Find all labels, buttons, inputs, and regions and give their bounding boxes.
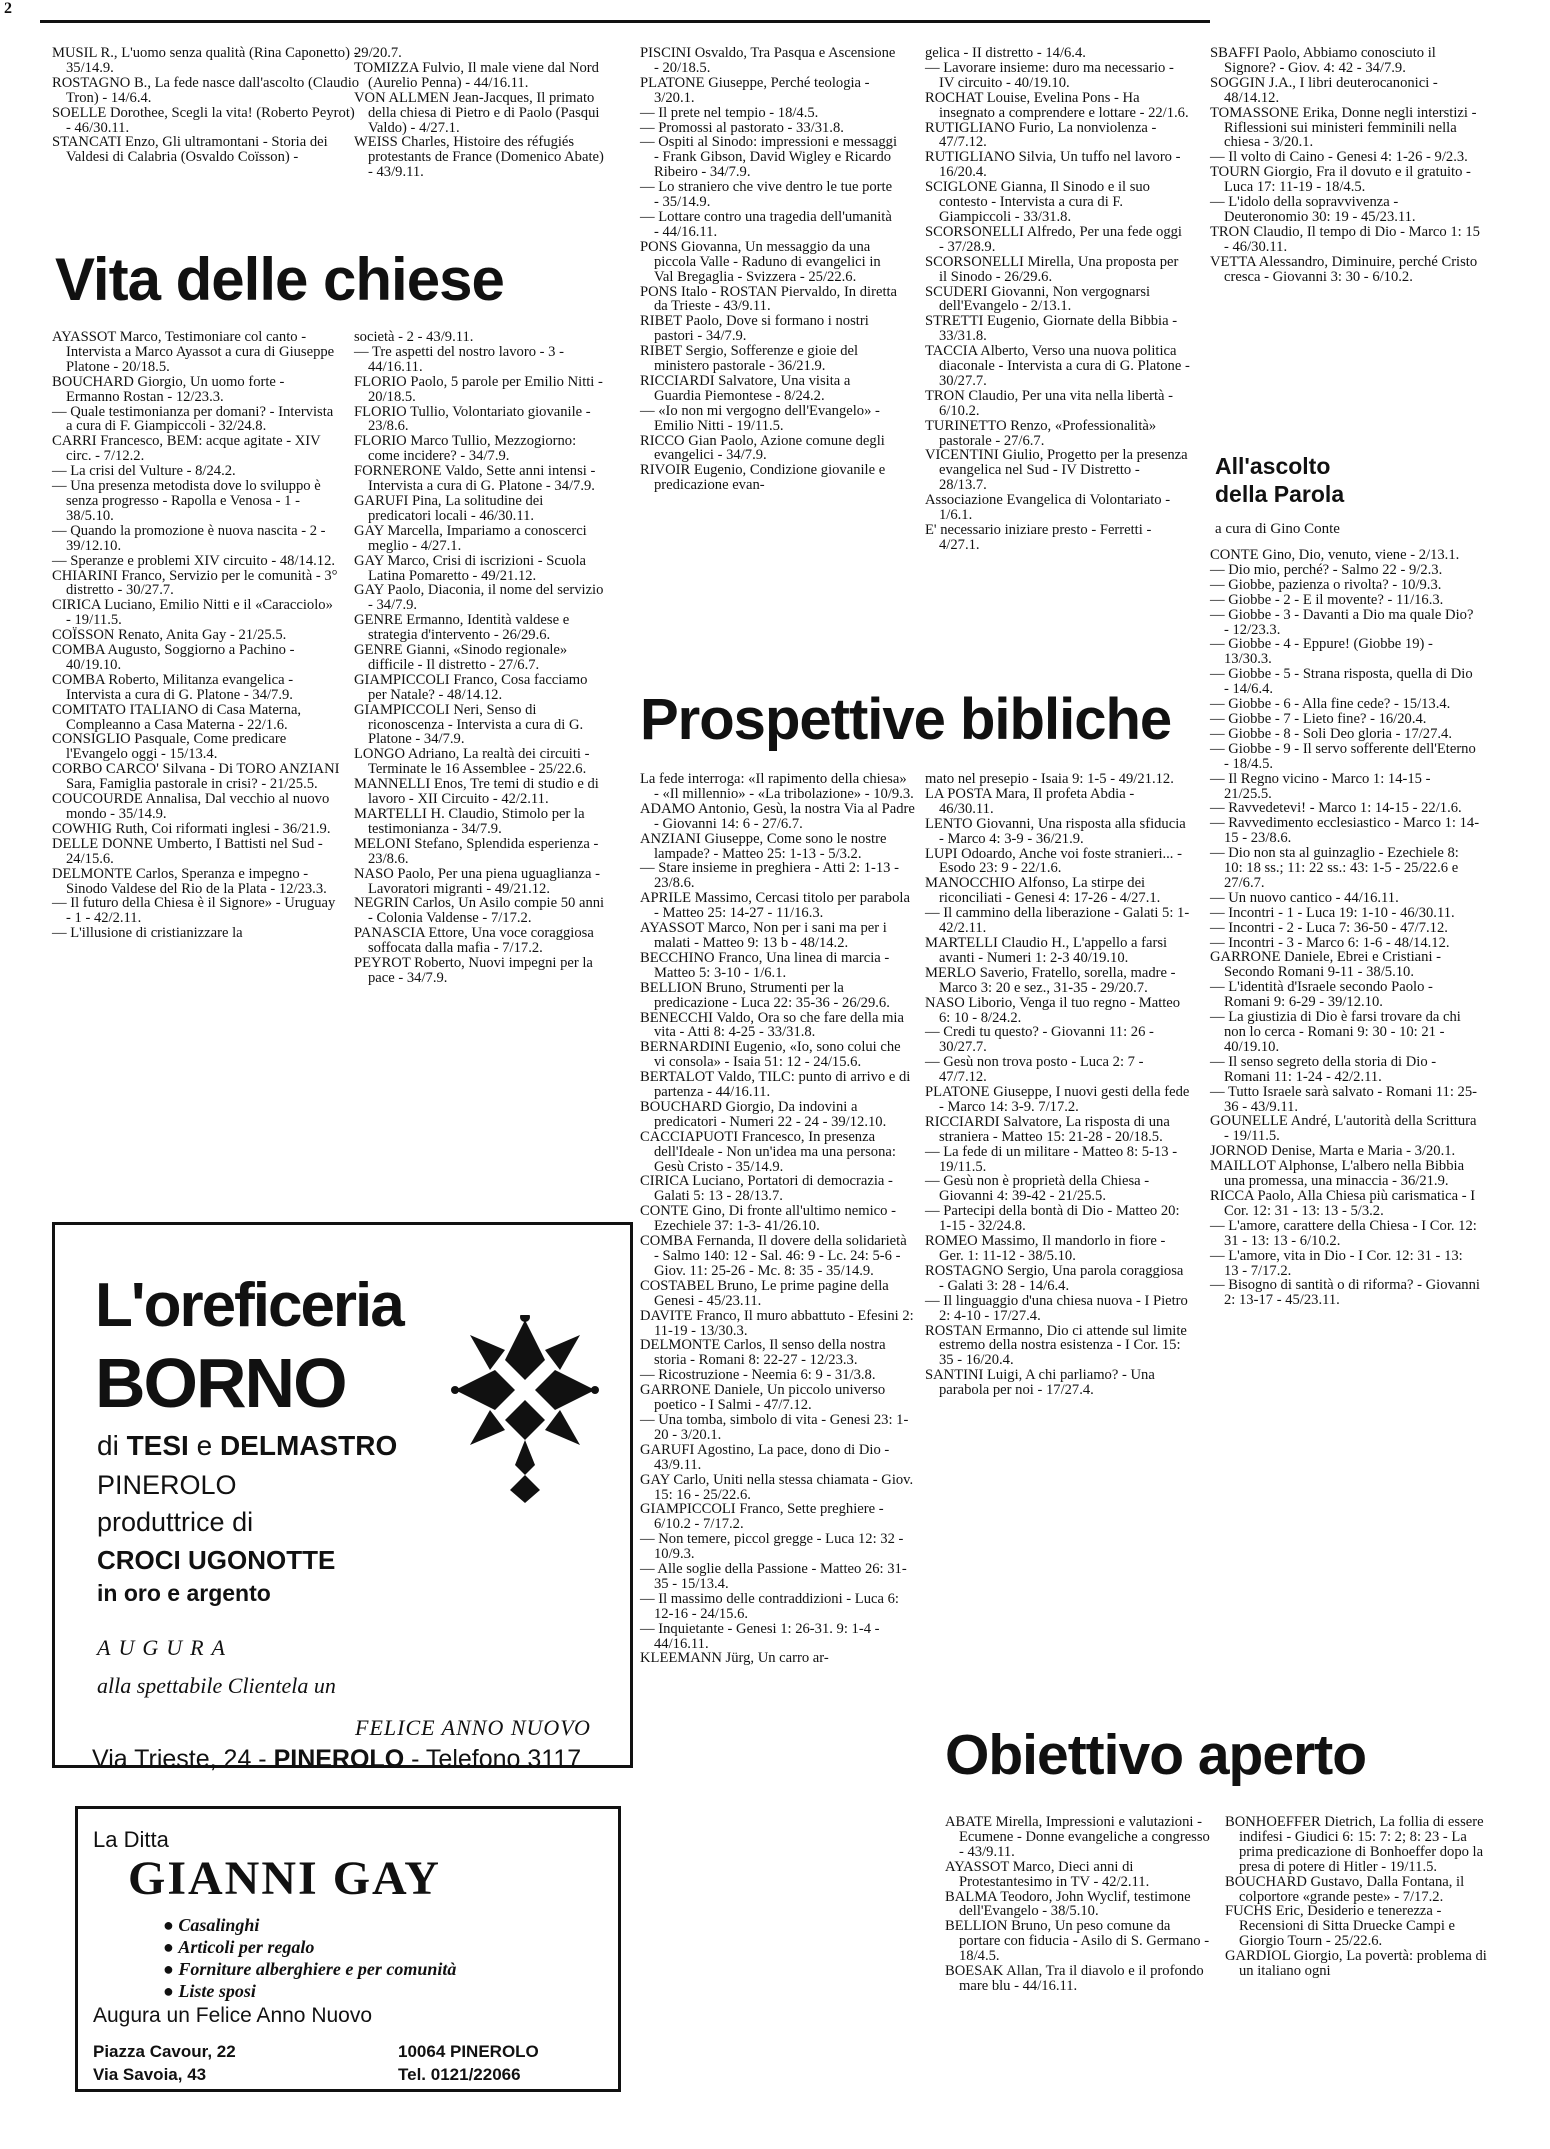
index-entry: WEISS Charles, Histoire des réfugiés protestants de France (Domenico Abate) - 43/9.11. [354,134,604,181]
index-entry: — Giobbe - 7 - Lieto fine? - 16/20.4. [1210,710,1427,727]
index-entry: — Lo straniero che vive dentro le tue porte - 35/14.9. [640,179,893,211]
index-entry: COMBA Augusto, Soggiorno a Pachino - 40/19.10. [52,642,295,673]
index-entry: — L'illusione di cristianizzare la [52,925,243,942]
index-entry: — Tre aspetti del nostro lavoro - 3 - 44/16.11. [354,343,564,375]
index-entry: ROSTAN Ermanno, Dio ci attende sul limite estremo della nostra esistenza - I Cor. 15: 35 - 16/20.4. [925,1322,1187,1369]
index-entry: SOELLE Dorothee, Scegli la vita! (Roberto Peyrot) - 46/30.11. [52,104,355,136]
index-entry: RUTIGLIANO Silvia, Un tuffo nel lavoro - 16/20.4. [925,149,1181,181]
index-entry: COUCOURDE Annalisa, Dal vecchio al nuovo mondo - 35/14.9. [52,791,330,822]
ad-list-item [163,1914,456,1936]
index-entry: CIRICA Luciano, Portatori di democrazia - Galati 5: 13 - 28/13.7. [640,1173,893,1205]
index-entry: TURINETTO Renzo, «Professionalità» pastorale - 27/6.7. [925,417,1157,449]
index-entry: CARRI Francesco, BEM: acque agitate - XIV circ. - 7/12.2. [52,433,321,465]
index-entry: SANTINI Luigi, A chi parliamo? - Una parabola per noi - 17/27.4. [925,1367,1155,1399]
ad-gay-city: 10064 PINEROLO [398,2042,539,2061]
index-entry: TOMASSONE Erika, Donne negli interstizi - Riflessioni sui ministeri femminili nella chiesa - 3/20.1. [1210,104,1477,151]
index-entry: MUSIL R., L'uomo senza qualità (Rina Caponetto) - 35/14.9. [52,45,359,76]
index-entry: GAY Marcella, Impariamo a conoscerci meglio - 4/27.1. [354,522,587,554]
index-entry: TOURN Giorgio, Fra il dovuto e il gratuito - Luca 17: 11-19 - 18/4.5. [1210,164,1471,196]
index-entry: gelica - II distretto - 14/6.4. [925,45,1086,61]
index-entry: MANNELLI Enos, Tre temi di studio e di lavoro - XII Circuito - 42/2.11. [354,776,599,808]
ad-list-item [163,1958,456,1980]
huguenot-cross-icon [450,1315,600,1505]
index-entry: BOUCHARD Giorgio, Da indovini a predicatori - Numeri 22 - 24 - 39/12.10. [640,1098,887,1130]
index-entry: AYASSOT Marco, Non per i sani ma per i malati - Matteo 9: 13 b - 48/14.2. [640,920,887,951]
col-b-top [354,46,609,180]
index-entry: GARUFI Pina, La solitudine dei predicatori locali - 46/30.11. [354,492,544,524]
ad-borno-di: di [97,1430,119,1461]
index-entry: MARTELLI H. Claudio, Stimolo per la testimonianza - 34/7.9. [354,806,585,837]
index-entry: DELLE DONNE Umberto, I Battisti nel Sud - 24/15.6. [52,835,323,867]
index-entry: — Il volto di Caino - Genesi 4: 1-26 - 9/2.3. [1210,149,1468,166]
index-entry: BONHOEFFER Dietrich, La follia di essere indifesi - Giudici 6: 15: 7: 2; 8: 23 - La prima predicazione di Bonhoeffer dopo la presa di potere di Hitler - 19/11.5. [1225,1814,1484,1875]
ad-borno-address [92,1745,581,1774]
index-entry: PONS Giovanna, Un messaggio da una piccola Valle - Raduno di evangelici in Val Bregaglia - Svizzera - 25/22.6. [640,238,881,285]
index-entry: ANZIANI Giuseppe, Come sono le nostre lampade? - Matteo 25: 1-13 - 5/3.2. [640,830,887,862]
index-entry: SCUDERI Giovanni, Non vergognarsi dell'Evangelo - 2/13.1. [925,283,1151,315]
index-entry: GARUFI Agostino, La pace, dono di Dio - 43/9.11. [640,1441,890,1473]
ad-borno-tesi: TESI [126,1430,189,1461]
index-entry: — Gesù non trova posto - Luca 2: 7 - 47/7.12. [925,1054,1144,1086]
ad-gay-addr2: Via Savoia, 43 [93,2065,207,2084]
index-entry: SBAFFI Paolo, Abbiamo conosciuto il Signore? - Giov. 4: 42 - 34/7.9. [1210,45,1436,76]
ad-borno-oro: in oro e argento [97,1580,271,1606]
index-entry: ABATE Mirella, Impressioni e valutazioni - Ecumene - Donne evangeliche a congresso - 43/9.11. [945,1814,1210,1860]
index-entry: LA POSTA Mara, Il profeta Abdia - 46/30.11. [925,785,1135,817]
index-entry: BELLION Bruno, Strumenti per la predicazione - Luca 22: 35-36 - 26/29.6. [640,979,890,1011]
index-entry: APRILE Massimo, Cercasi titolo per parabola - Matteo 25: 14-27 - 11/16.3. [640,890,910,922]
ad-list-item-label: Forniture alberghiere e per comunità [178,1959,457,1979]
col-a-top [52,46,362,165]
index-entry: — Stare insieme in preghiera - Atti 2: 1-13 - 23/8.6. [640,860,899,892]
ad-gianni-gay [75,1806,621,2092]
index-entry: — Ravvedetevi! - Marco 1: 14-15 - 22/1.6. [1210,800,1462,817]
index-entry: — Non temere, piccol gregge - Luca 12: 32 - 10/9.3. [640,1531,904,1563]
index-entry: COWHIG Ruth, Coi riformati inglesi - 36/21.9. [52,820,331,837]
ad-borno-addr-city: PINEROLO [273,1745,405,1773]
ad-list-item-label: Casalinghi [178,1915,260,1935]
heading-all-ascolto-line1: All'ascolto [1215,453,1331,479]
index-entry: — Giobbe - 9 - Il servo sofferente dell'Eterno - 18/4.5. [1210,740,1476,772]
ad-borno-phone: - Telefono 3117 [411,1745,582,1773]
index-entry: SCORSONELLI Alfredo, Per una fede oggi - 37/28.9. [925,223,1182,255]
index-entry: — L'identità d'Israele secondo Paolo - Romani 9: 6-29 - 39/12.10. [1210,979,1433,1011]
index-entry: FORNERONE Valdo, Sette anni intensi - Intervista a cura di G. Platone - 34/7.9. [354,463,596,495]
index-entry: GARRONE Daniele, Ebrei e Cristiani - Secondo Romani 9-11 - 38/5.10. [1210,949,1442,981]
index-entry: KLEEMANN Jürg, Un carro ar- [640,1650,829,1667]
index-entry: MARTELLI Claudio H., L'appello a farsi avanti - Numeri 1: 2-3 40/19.10. [925,934,1168,966]
col-e-obiettivo [1225,1815,1495,1979]
index-entry: CHIARINI Franco, Servizio per le comunità - 3° distretto - 30/27.7. [52,567,338,599]
index-entry: JORNOD Denise, Marta e Maria - 3/20.1. [1210,1143,1456,1160]
index-entry: LUPI Odoardo, Anche voi foste stranieri... - Esodo 23: 9 - 22/1.6. [925,845,1182,877]
ad-oreficeria-borno [52,1222,633,1768]
page-number: 2 [4,0,12,17]
ad-list-item-label: Articoli per regalo [178,1937,315,1957]
index-entry: COMBA Fernanda, Il dovere della solidarietà - Salmo 140: 12 - Sal. 46: 9 - Lc. 24: 5-6 - Giov. 11: 25-26 - Mc. 8: 35 - 35/14.9. [640,1233,907,1279]
ad-gay-tel: Tel. 0121/22066 [398,2065,521,2084]
index-entry: — Tutto Israele sarà salvato - Romani 11: 25-36 - 43/9.11. [1210,1083,1477,1115]
index-entry: — Alle soglie della Passione - Matteo 26: 31-35 - 15/13.4. [640,1561,907,1592]
index-entry: VICENTINI Giulio, Progetto per la presenza evangelica nel Sud - IV Distretto - 28/13.7. [925,447,1188,494]
index-entry: — Giobbe - 4 - Eppure! (Giobbe 19) - 13/30.3. [1210,636,1433,668]
index-entry: — Speranze e problemi XIV circuito - 48/14.12. [52,552,336,569]
heading-obiettivo-aperto: Obiettivo aperto [945,1723,1367,1787]
index-entry: AYASSOT Marco, Testimoniare col canto - Intervista a Marco Ayassot a cura di Giuseppe Platone - 20/18.5. [52,329,335,375]
index-entry: — Dio non sta al guinzaglio - Ezechiele 8: 10: 18 ss.; 11: 22 ss.: 43: 1-5 - 25/22.6 e 27/6.7. [1210,845,1459,891]
index-entry: mato nel presepio - Isaia 9: 1-5 - 49/21.12. [925,771,1174,787]
index-entry: RUTIGLIANO Furio, La nonviolenza - 47/7.12. [925,119,1157,151]
index-entry: BERNARDINI Eugenio, «Io, sono colui che vi consola» - Isaia 51: 12 - 24/15.6. [640,1039,901,1071]
index-entry: BALMA Teodoro, John Wyclif, testimone dell'Evangelo - 38/5.10. [945,1888,1191,1920]
col-d-obiettivo [945,1815,1215,1994]
index-entry: MELONI Stefano, Splendida esperienza - 23/8.6. [354,835,599,867]
index-entry: CACCIAPUOTI Francesco, In presenza dell'Ideale - Non un'idea ma una persona: Gesù Cristo - 35/14.9. [640,1128,896,1175]
index-entry: — Il prete nel tempio - 18/4.5. [640,104,819,121]
col-c-prospettive [640,772,915,1666]
ad-borno-prod: produttrice di [97,1507,254,1537]
index-entry: TRON Claudio, Per una vita nella libertà - 6/10.2. [925,387,1174,419]
index-entry: — Promossi al pastorato - 33/31.8. [640,119,844,136]
top-rule [40,20,1210,23]
index-entry: CONTE Gino, Dio, venuto, viene - 2/13.1. [1210,547,1460,563]
ad-gay-name: GIANNI GAY [128,1852,441,1905]
index-entry: — L'amore, carattere della Chiesa - I Cor. 12: 31 - 13: 13 - 6/10.2. [1210,1217,1477,1249]
index-entry: — «Io non mi vergogno dell'Evangelo» - Emilio Nitti - 19/11.5. [640,402,880,434]
index-entry: GOUNELLE André, L'autorità della Scrittura - 19/11.5. [1210,1113,1477,1145]
index-entry: — Ospiti al Sinodo: impressioni e messaggi - Frank Gibson, David Wigley e Ricardo Ribeiro - 34/7.9. [640,134,898,181]
index-entry: FLORIO Paolo, 5 parole per Emilio Nitti - 20/18.5. [354,373,603,405]
col-e-top [1210,46,1480,285]
index-entry: Associazione Evangelica di Volontariato - 1/6.1. [925,492,1171,524]
index-entry: PISCINI Osvaldo, Tra Pasqua e Ascensione - 20/18.5. [640,45,896,76]
index-entry: — Giobbe, pazienza o rivolta? - 10/9.3. [1210,576,1442,593]
index-entry: COSTABEL Bruno, Le prime pagine della Genesi - 45/23.11. [640,1277,889,1309]
index-entry: PEYROT Roberto, Nuovi impegni per la pace - 34/7.9. [354,955,593,986]
index-entry: AYASSOT Marco, Dieci anni di Protestantesimo in TV - 42/2.11. [945,1858,1150,1890]
bullet-icon: ● [163,1937,179,1957]
index-entry: società - 2 - 43/9.11. [354,329,474,345]
index-entry: STANCATI Enzo, Gli ultramontani - Storia dei Valdesi di Calabria (Osvaldo Coïsson) - [52,134,328,166]
index-entry: PONS Italo - ROSTAN Piervaldo, In diretta da Trieste - 43/9.11. [640,283,898,315]
index-entry: RIBET Paolo, Dove si formano i nostri pastori - 34/7.9. [640,313,869,345]
index-entry: PANASCIA Ettore, Una voce coraggiosa soffocata dalla mafia - 7/17.2. [354,925,594,957]
index-entry: COÏSSON Renato, Anita Gay - 21/25.5. [52,627,287,644]
index-entry: 29/20.7. [354,45,402,61]
index-entry: — Il massimo delle contraddizioni - Luca 6: 12-16 - 24/15.6. [640,1590,899,1622]
index-entry: — Lottare contro una tragedia dell'umanità - 44/16.11. [640,208,892,240]
index-entry: La fede interroga: «Il rapimento della chiesa» - «Il millennio» - «La tribolazione» - 10/9.3. [640,771,914,802]
col-c-top [640,46,900,493]
index-entry: — Un nuovo cantico - 44/16.11. [1210,889,1399,906]
index-entry: GIAMPICCOLI Franco, Sette preghiere - 6/10.2 - 7/17.2. [640,1501,884,1533]
index-entry: — Una tomba, simbolo di vita - Genesi 23: 1-20 - 3/20.1. [640,1411,909,1443]
col-a-vita [52,330,340,941]
ad-list-item [163,1936,456,1958]
index-entry: TACCIA Alberto, Verso una nuova politica diaconale - Intervista a cura di G. Platone - 30/27.7. [925,343,1190,389]
index-entry: — Il futuro della Chiesa è il Signore» - Uruguay - 1 - 42/2.11. [52,895,336,927]
index-entry: BOUCHARD Gustavo, Dalla Fontana, il colportore «grande peste» - 7/17.2. [1225,1873,1465,1905]
ad-borno-line3 [97,1430,397,1462]
ad-borno-line2: BORNO [95,1344,346,1422]
index-entry: — Quale testimonianza per domani? - Intervista a cura di F. Giampiccoli - 32/24.8. [52,403,334,435]
index-entry: — Il Regno vicino - Marco 1: 14-15 - 21/25.5. [1210,770,1431,802]
index-entry: — Gesù non è proprietà della Chiesa - Giovanni 4: 39-42 - 21/25.5. [925,1173,1150,1205]
index-entry: SOGGIN J.A., I libri deuterocanonici - 48/14.12. [1210,74,1438,106]
index-entry: ROMEO Massimo, Il mandorlo in fiore - Ger. 1: 11-12 - 38/5.10. [925,1233,1166,1264]
index-entry: — L'amore, vita in Dio - I Cor. 12: 31 - 13: 13 - 7/17.2. [1210,1247,1463,1279]
index-entry: CORBO CARCO' Silvana - Di TORO ANZIANI Sara, Famiglia pastorale in crisi? - 21/25.5. [52,761,340,793]
index-entry: DAVITE Franco, Il muro abbattuto - Efesini 2: 11-19 - 13/30.3. [640,1307,914,1339]
index-entry: GAY Marco, Crisi di iscrizioni - Scuola Latina Pomaretto - 49/21.12. [354,552,586,584]
index-entry: GIAMPICCOLI Franco, Cosa facciamo per Natale? - 48/14.12. [354,671,588,703]
bullet-icon: ● [163,1959,179,1979]
index-entry: ROSTAGNO B., La fede nasce dall'ascolto (Claudio Tron) - 14/6.4. [52,74,360,106]
index-entry: FLORIO Marco Tullio, Mezzogiorno: come incidere? - 34/7.9. [354,433,577,465]
index-entry: LONGO Adriano, La realtà dei circuiti - Terminate le 16 Assemblee - 25/22.6. [354,746,590,778]
index-entry: VETTA Alessandro, Diminuire, perché Cristo cresca - Giovanni 3: 30 - 6/10.2. [1210,253,1478,285]
index-entry: — Inquietante - Genesi 1: 26-31. 9: 1-4 - 44/16.11. [640,1620,880,1652]
index-entry: — Ravvedimento ecclesiastico - Marco 1: 14-15 - 23/8.6. [1210,815,1480,847]
index-entry: — Lavorare insieme: duro ma necessario - IV circuito - 40/19.10. [925,59,1174,91]
index-entry: TOMIZZA Fulvio, Il male viene dal Nord (Aurelio Penna) - 44/16.11. [354,59,599,91]
ad-borno-clientela: alla spettabile Clientela un [97,1673,336,1698]
index-entry: COMITATO ITALIANO di Casa Materna, Compleanno a Casa Materna - 22/1.6. [52,701,302,733]
index-entry: — Una presenza metodista dove lo sviluppo è senza progresso - Rapolla e Venosa - 1 - 38/5.10. [52,478,321,524]
index-entry: — Giobbe - 5 - Strana risposta, quella di Dio - 14/6.4. [1210,666,1473,698]
index-entry: PLATONE Giuseppe, Perché teologia - 3/20.1. [640,74,870,106]
index-entry: GAY Carlo, Uniti nella stessa chiamata - Giov. 15: 16 - 25/22.6. [640,1471,914,1503]
index-entry: — Il senso segreto della storia di Dio - Romani 11: 1-24 - 42/2.11. [1210,1053,1437,1085]
index-entry: BOUCHARD Giorgio, Un uomo forte - Ermanno Rostan - 12/23.3. [52,373,285,405]
index-entry: GENRE Gianni, «Sinodo regionale» difficile - Il distretto - 27/6.7. [354,642,568,673]
ad-gay-items [163,1914,456,2002]
index-entry: RICCO Gian Paolo, Azione comune degli evangelici - 34/7.9. [640,432,885,464]
index-entry: — Incontri - 2 - Luca 7: 36-50 - 47/7.12. [1210,919,1448,936]
index-entry: BERTALOT Valdo, TILC: punto di arrivo e di partenza - 44/16.11. [640,1069,911,1101]
index-entry: — Quando la promozione è nuova nascita - 2 - 39/12.10. [52,522,326,554]
ad-borno-city: PINEROLO [97,1470,237,1500]
index-entry: — La giustizia di Dio è farsi trovare da chi non lo cerca - Romani 9: 30 - 10: 21 - 40/19.10. [1210,1009,1461,1055]
index-entry: — Credi tu questo? - Giovanni 11: 26 - 30/27.7. [925,1024,1154,1056]
index-entry: GARRONE Daniele, Un piccolo universo poetico - I Salmi - 47/7.12. [640,1382,886,1414]
index-entry: STRETTI Eugenio, Giornate della Bibbia - 33/31.8. [925,313,1178,345]
index-entry: NASO Paolo, Per una piena uguaglianza - Lavoratori migranti - 49/21.12. [354,865,601,897]
index-entry: BELLION Bruno, Un peso comune da portare con fiducia - Asilo di S. Germano - 18/4.5. [945,1918,1210,1965]
index-entry: NASO Liborio, Venga il tuo regno - Matteo 6: 10 - 8/24.2. [925,994,1181,1026]
bullet-icon: ● [163,1915,179,1935]
index-entry: ROCHAT Louise, Evelina Pons - Ha insegnato a comprendere e lottare - 22/1.6. [925,89,1189,121]
ad-gay-augura: Augura un Felice Anno Nuovo [93,2004,373,2027]
index-entry: ADAMO Antonio, Gesù, la nostra Via al Padre - Giovanni 14: 6 - 27/6.7. [640,800,915,832]
heading-vita-delle-chiese: Vita delle chiese [55,246,504,313]
index-entry: — Giobbe - 8 - Soli Deo gloria - 17/27.4. [1210,725,1452,742]
heading-prospettive-bibliche: Prospettive bibliche [640,687,1172,752]
ad-borno-felice: FELICE ANNO NUOVO [355,1715,591,1740]
index-entry: PLATONE Giuseppe, I nuovi gesti della fede - Marco 14: 3-9. 7/17.2. [925,1084,1190,1115]
index-entry: — Giobbe - 3 - Davanti a Dio ma quale Dio? - 12/23.3. [1210,606,1474,638]
index-entry: RIBET Sergio, Sofferenze e gioie del ministero pastorale - 36/21.9. [640,343,859,375]
index-entry: — L'idolo della sopravvivenza - Deuteronomio 30: 19 - 45/23.11. [1210,194,1416,225]
ad-borno-street: Via Trieste, 24 - [92,1745,267,1773]
index-entry: COMBA Roberto, Militanza evangelica - Intervista a cura di G. Platone - 34/7.9. [52,671,294,703]
index-entry: GIAMPICCOLI Neri, Senso di riconoscenza - Intervista a cura di G. Platone - 34/7.9. [354,701,584,748]
index-entry: MAILLOT Alphonse, L'albero nella Bibbia una promessa, una minaccia - 36/21.9. [1210,1158,1465,1190]
index-entry: GAY Paolo, Diaconia, il nome del servizio - 34/7.9. [354,582,604,614]
index-entry: RICCIARDI Salvatore, Una visita a Guardia Piemontese - 8/24.2. [640,372,851,404]
ascolto-curator: a cura di Gino Conte [1215,521,1340,537]
index-entry: DELMONTE Carlos, Speranza e impegno - Sinodo Valdese del Rio de la Plata - 12/23.3. [52,865,327,897]
index-entry: — Ricostruzione - Neemia 6: 9 - 31/3.8. [640,1367,876,1384]
index-entry: CONSIGLIO Pasquale, Come predicare l'Evangelo oggi - 15/13.4. [52,731,287,763]
index-entry: — Incontri - 3 - Marco 6: 1-6 - 48/14.12. [1210,934,1450,951]
index-entry: BOESAK Allan, Tra il diavolo e il profondo mare blu - 44/16.11. [945,1963,1204,1994]
index-entry: DELMONTE Carlos, Il senso della nostra storia - Romani 8: 22-27 - 12/23.3. [640,1337,886,1369]
index-entry: — Bisogno di santità o di riforma? - Giovanni 2: 13-17 - 45/23.11. [1210,1277,1480,1309]
col-d-top [925,46,1190,553]
index-entry: — La crisi del Vulture - 8/24.2. [52,463,236,480]
index-entry: SCORSONELLI Mirella, Una proposta per il Sinodo - 26/29.6. [925,253,1179,285]
ad-borno-line1: L'oreficeria [95,1271,403,1340]
index-entry: — La fede di un militare - Matteo 8: 5-13 - 19/11.5. [925,1143,1178,1175]
index-entry: NEGRIN Carlos, Un Asilo compie 50 anni - Colonia Valdense - 7/17.2. [354,895,605,927]
index-entry: LENTO Giovanni, Una risposta alla sfiducia - Marco 4: 3-9 - 36/21.9. [925,815,1186,847]
ad-list-item [163,1980,456,2002]
index-entry: — Partecipi della bontà di Dio - Matteo 20: 1-15 - 32/24.8. [925,1203,1180,1235]
ad-borno-croci: CROCI UGONOTTE [97,1545,336,1575]
index-entry: — Incontri - 1 - Luca 19: 1-10 - 46/30.11. [1210,904,1455,921]
col-e-ascolto [1210,548,1480,1308]
ad-list-item-label: Liste sposi [178,1981,256,2001]
index-entry: CONTE Gino, Di fronte all'ultimo nemico - Ezechiele 37: 1-3- 41/26.10. [640,1203,896,1235]
ad-borno-delmastro: DELMASTRO [219,1430,398,1461]
index-entry: GENRE Ermanno, Identità valdese e strategia d'intervento - 26/29.6. [354,612,570,644]
index-entry: CIRICA Luciano, Emilio Nitti e il «Caracciolo» - 19/11.5. [52,597,333,629]
index-entry: — Giobbe - 2 - E il movente? - 11/16.3. [1210,591,1444,608]
col-d-prospettive [925,772,1190,1398]
ad-gay-ditta: La Ditta [93,1827,169,1852]
index-entry: E' necessario iniziare presto - Ferretti - 4/27.1. [925,522,1152,553]
index-entry: RIVOIR Eugenio, Condizione giovanile e predicazione evan- [640,462,886,494]
index-entry: RICCIARDI Salvatore, La risposta di una straniera - Matteo 15: 21-28 - 20/18.5. [925,1113,1170,1145]
index-entry: GARDIOL Giorgio, La povertà: problema di un italiano ogni [1225,1948,1487,1980]
index-entry: BECCHINO Franco, Una linea di marcia - Matteo 5: 3-10 - 1/6.1. [640,949,890,981]
index-entry: VON ALLMEN Jean-Jacques, Il primato della chiesa di Pietro e di Paolo (Pasqui Valdo) - 4/27.1. [354,89,600,136]
index-entry: RICCA Paolo, Alla Chiesa più carismatica - I Cor. 12: 31 - 13: 13 - 5/3.2. [1210,1187,1476,1219]
col-b-vita [354,330,609,986]
index-entry: FUCHS Eric, Desiderio e tenerezza - Recensioni di Sitta Druecke Campi e Giorgio Tourn - 25/22.6. [1225,1903,1456,1950]
index-entry: TRON Claudio, Il tempo di Dio - Marco 1: 15 - 46/30.11. [1210,223,1480,255]
index-entry: — Giobbe - 6 - Alla fine cede? - 15/13.4. [1210,696,1451,713]
index-entry: — Dio mio, perché? - Salmo 22 - 9/2.3. [1210,561,1443,578]
heading-all-ascolto [1215,452,1344,508]
index-entry: SCIGLONE Gianna, Il Sinodo e il suo contesto - Intervista a cura di F. Giampiccoli - 33/31.8. [925,179,1150,225]
bullet-icon: ● [163,1981,179,2001]
index-entry: MERLO Saverio, Fratello, sorella, madre - Marco 3: 20 e sez., 31-35 - 29/20.7. [925,964,1176,996]
index-entry: FLORIO Tullio, Volontariato giovanile - 23/8.6. [354,403,591,435]
ad-gay-addr1: Piazza Cavour, 22 [93,2042,236,2061]
index-entry: BENECCHI Valdo, Ora so che fare della mia vita - Atti 8: 4-25 - 33/31.8. [640,1009,904,1041]
heading-all-ascolto-line2: della Parola [1215,481,1345,507]
index-entry: MANOCCHIO Alfonso, La stirpe dei riconciliati - Genesi 4: 17-26 - 4/27.1. [925,875,1161,907]
index-entry: — Il linguaggio d'una chiesa nuova - I Pietro 2: 4-10 - 17/27.4. [925,1292,1188,1324]
ad-borno-e: e [196,1430,213,1461]
index-entry: — Il cammino della liberazione - Galati 5: 1- 42/2.11. [925,905,1190,937]
ad-borno-augura: AUGURA [97,1635,233,1660]
index-entry: ROSTAGNO Sergio, Una parola coraggiosa - Galati 3: 28 - 14/6.4. [925,1262,1184,1294]
